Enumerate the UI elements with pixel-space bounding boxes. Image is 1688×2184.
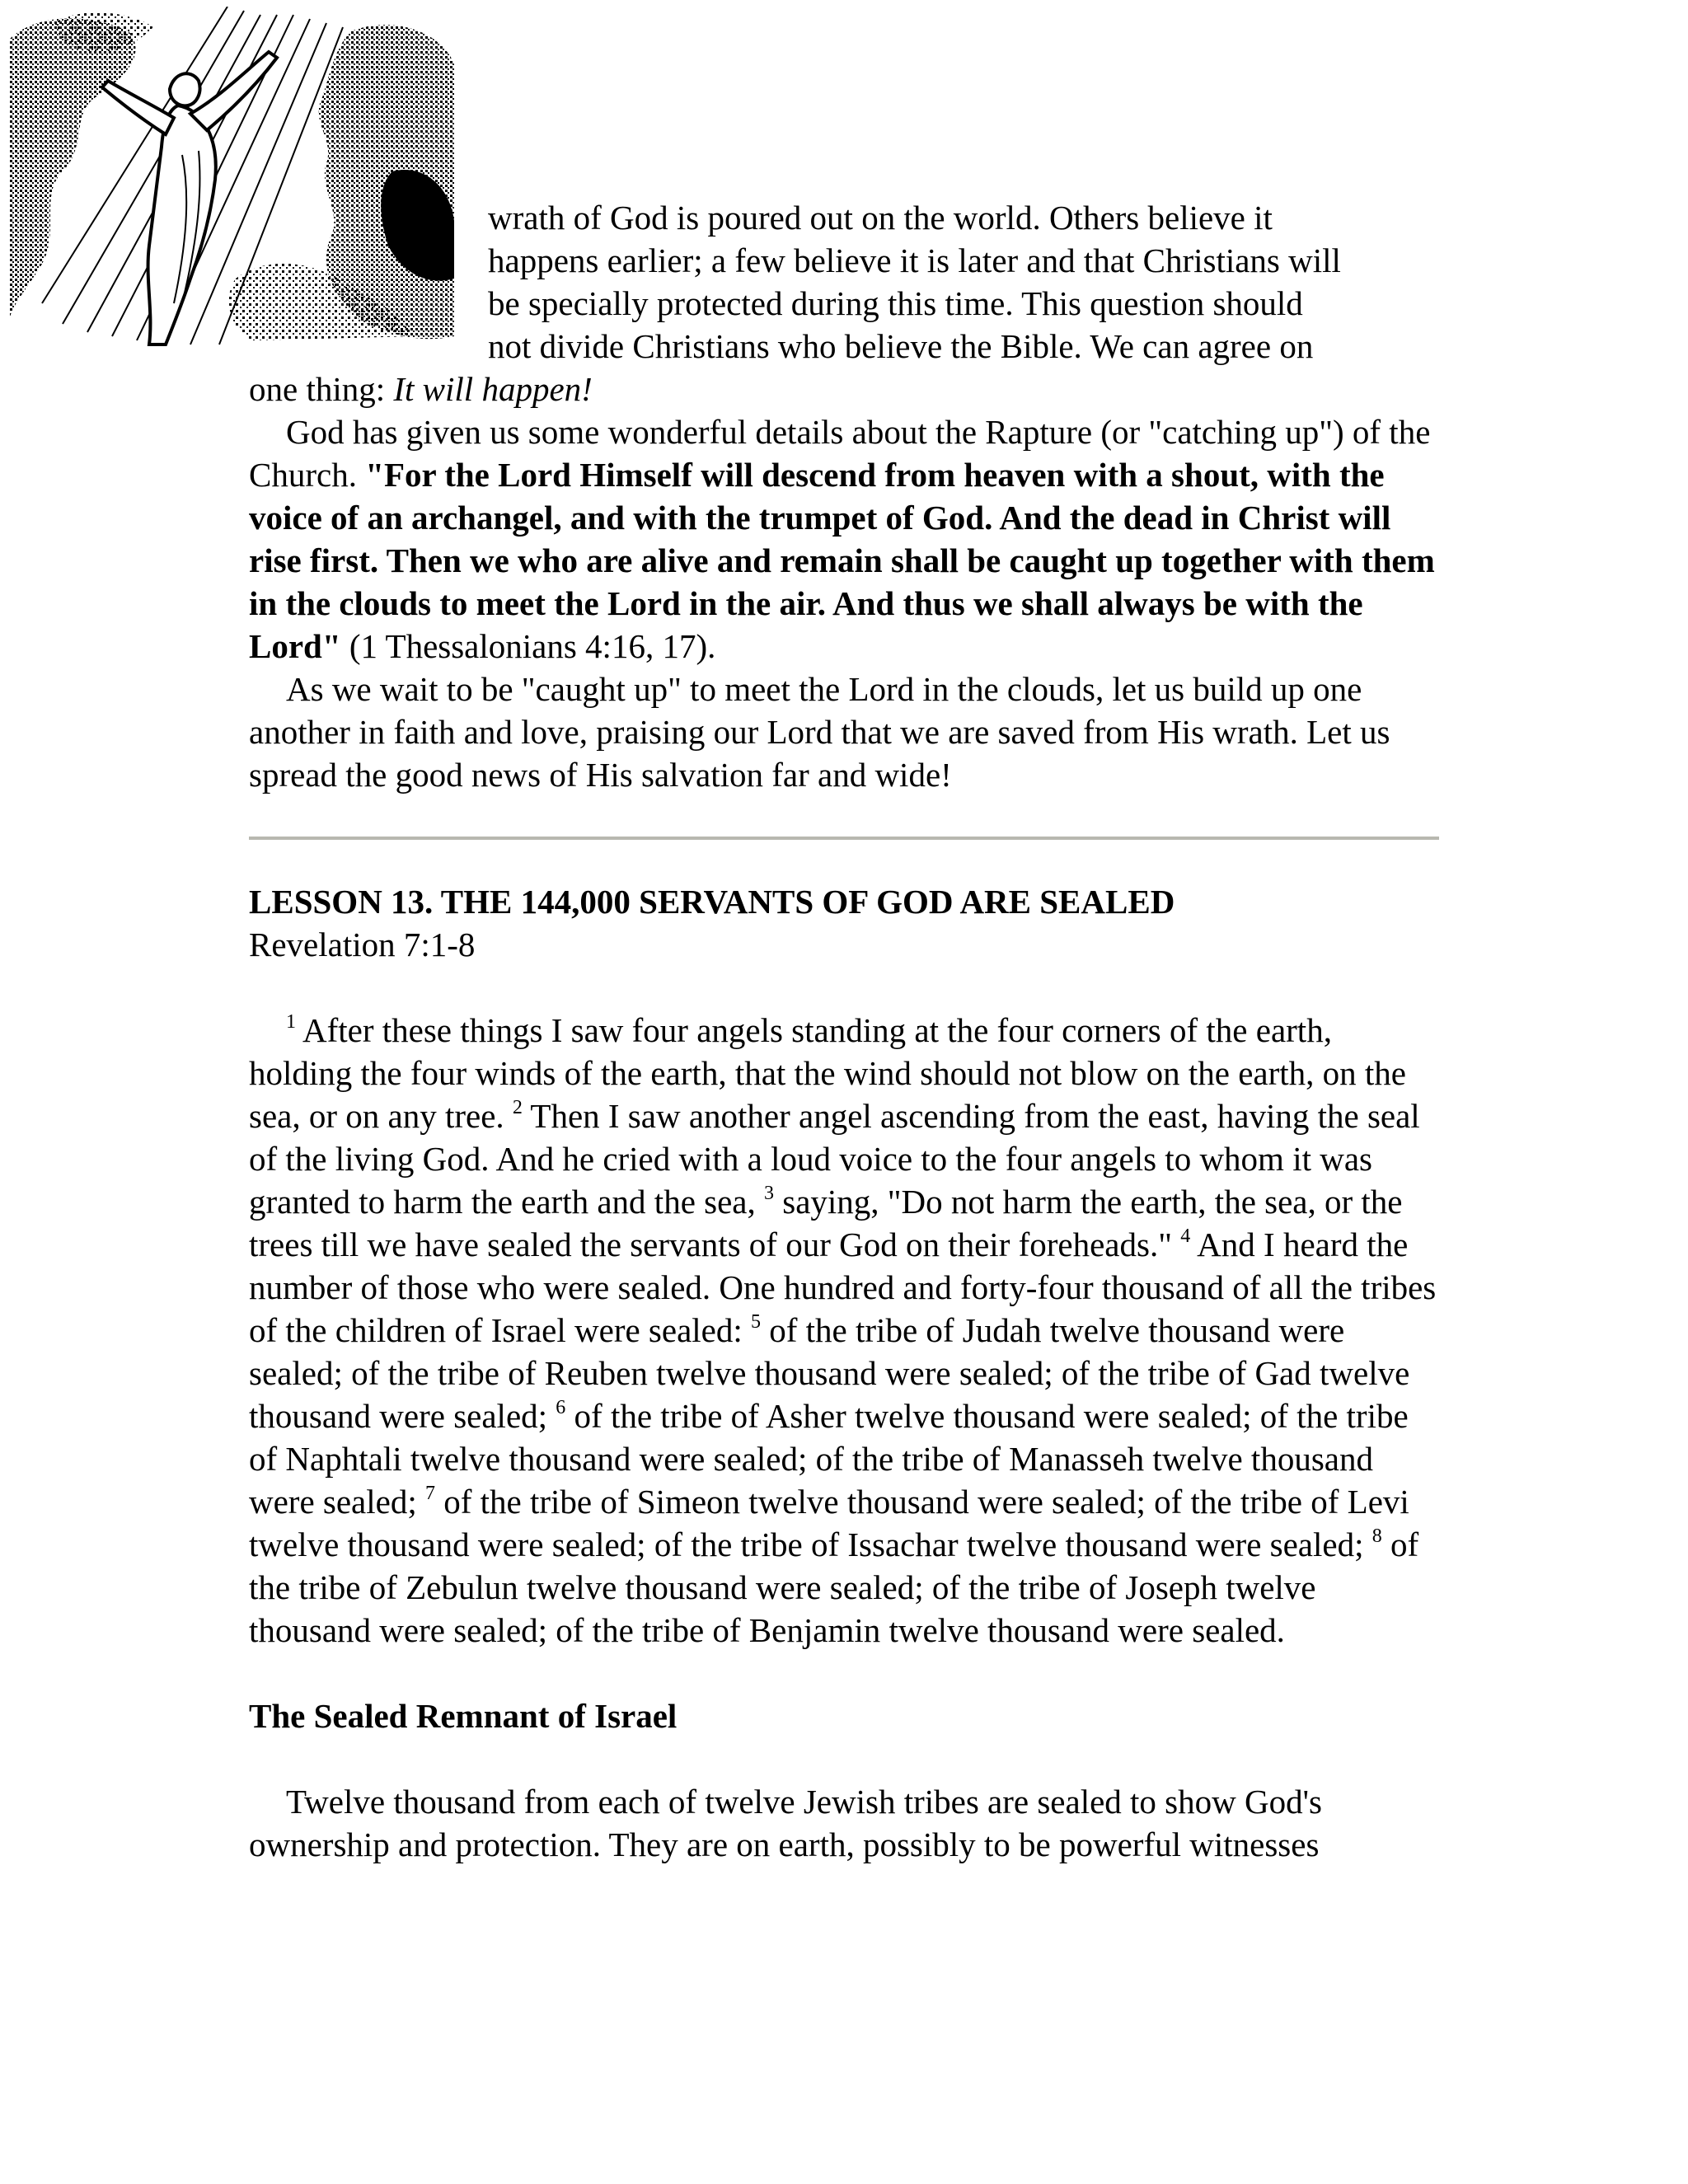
wrapped-line: be specially protected during this time. This question should	[488, 284, 1303, 322]
verse-text: Then I saw another angel ascending from the east, having the seal of the living God. And he cried with a loud voice to the four angels to whom it was granted to harm the earth and the sea,	[249, 1097, 1420, 1221]
verse-text: of the tribe of Zebulun twelve thousand were sealed; of the tribe of Joseph twelve thousand were sealed; of the tribe of Benjamin twelve thousand were sealed.	[249, 1526, 1419, 1649]
rapture-reference: (1 Thessalonians 4:16, 17).	[340, 627, 716, 665]
closing-paragraph: As we wait to be "caught up" to meet the Lord in the clouds, let us build up one another in faith and love, praising our Lord that we are saved from His wrath. Let us spread the good news of His salvation far and wide!	[249, 670, 1390, 794]
verse-number: 5	[751, 1311, 762, 1333]
verse-text: saying, "Do not harm the earth, the sea, or the trees till we have sealed the servants of our God on their foreheads."	[249, 1183, 1403, 1263]
verse-number: 7	[425, 1483, 435, 1504]
wrapped-line: happens earlier; a few believe it is later and that Christians will	[488, 241, 1341, 279]
wrapped-line: wrath of God is poured out on the world. Others believe it	[488, 199, 1273, 237]
verse-number: 2	[512, 1097, 523, 1118]
verse-number: 1	[286, 1011, 296, 1033]
subheading: The Sealed Remnant of Israel	[249, 1697, 678, 1735]
verse-text: of the tribe of Judah twelve thousand were sealed; of the tribe of Reuben twelve thousand were sealed; of the tribe of Gad twelve thousand were sealed;	[249, 1311, 1410, 1435]
lesson-section	[249, 880, 1441, 1866]
verse-number: 6	[556, 1397, 566, 1418]
verse-number: 8	[1372, 1526, 1382, 1547]
rapture-paragraph	[249, 410, 1441, 668]
wrapped-line: not divide Christians who believe the Bible. We can agree on	[488, 327, 1314, 365]
verse-text: After these things I saw four angels standing at the four corners of the earth, holding the four winds of the earth, that the wind should not blow on the earth, on the sea, or on any tree.	[249, 1011, 1406, 1135]
lesson-reference: Revelation 7:1-8	[249, 926, 476, 963]
rapture-intro: God has given us some wonderful details about the Rapture (or "catching up") of the Church.	[249, 413, 1431, 494]
verse-text: And I heard the number of those who were sealed. One hundred and forty-four thousand of all the tribes of the children of Israel were sealed:	[249, 1226, 1437, 1349]
verse-text: of the tribe of Asher twelve thousand were sealed; of the tribe of Naphtali twelve thousand were sealed; of the tribe of Manasseh twelve thousand were sealed;	[249, 1397, 1409, 1521]
rapture-quote: "For the Lord Himself will descend from heaven with a shout, with the voice of an archangel, and with the trumpet of God. And the dead in Christ will rise first. Then we who are alive and remain shall be caught up together with them in the clouds to meet the Lord in the air. And thus we shall always be with the Lord"	[249, 456, 1435, 665]
section-divider	[249, 837, 1439, 840]
scripture-passage	[249, 1009, 1441, 1652]
lesson-title: LESSON 13. THE 144,000 SERVANTS OF GOD ARE SEALED	[249, 883, 1175, 921]
verse-text: of the tribe of Simeon twelve thousand were sealed; of the tribe of Levi twelve thousand were sealed; of the tribe of Issachar twelve thousand were sealed;	[249, 1483, 1409, 1563]
agree-prefix: one thing:	[249, 370, 394, 408]
verse-number: 4	[1180, 1226, 1191, 1247]
verse-number: 3	[764, 1183, 774, 1204]
agree-emphasis: It will happen!	[393, 370, 593, 408]
intro-text	[249, 196, 1441, 796]
commentary-paragraph: Twelve thousand from each of twelve Jewish tribes are sealed to show God's ownership and protection. They are on earth, possibly to be powerful witnesses	[249, 1783, 1322, 1863]
